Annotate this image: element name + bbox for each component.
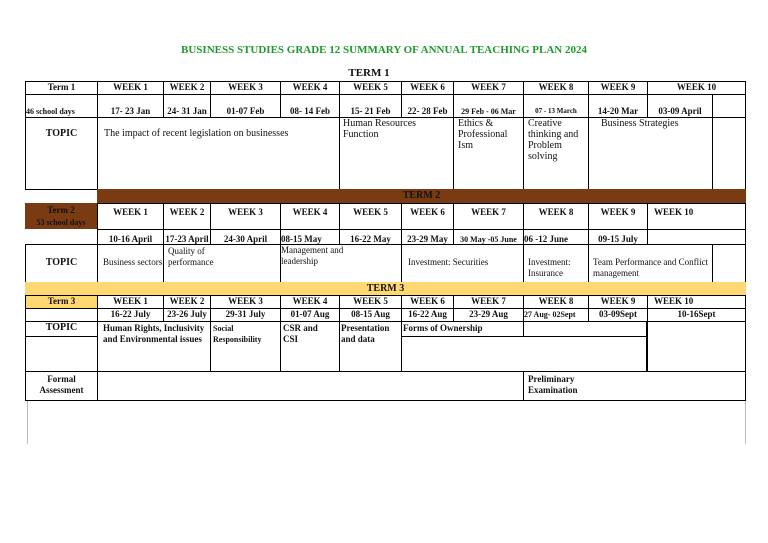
t2-topic-insurance: Investment: Insurance bbox=[523, 244, 589, 283]
t1-topic-strategies: Business Strategies bbox=[588, 117, 713, 190]
assessment-blank bbox=[97, 371, 524, 401]
t1-week-6: WEEK 6 bbox=[401, 81, 454, 95]
t3-date-3: 29-31 July bbox=[210, 308, 281, 322]
t3-topic-blank-89 bbox=[523, 321, 647, 337]
t1-date-10: 03-09 April bbox=[647, 94, 713, 118]
t3-topic-social: Social Responsibility bbox=[210, 321, 281, 372]
t3-topic-label-blank bbox=[25, 336, 98, 372]
t1-week-5: WEEK 5 bbox=[339, 81, 402, 95]
page-title: BUSINESS STUDIES GRADE 12 SUMMARY OF ANNUAL TEACHING PLAN 2024 bbox=[181, 44, 587, 56]
t3-week-1: WEEK 1 bbox=[97, 295, 164, 309]
term1-days: 46 school days bbox=[25, 94, 98, 118]
t3-topic-blank-wide bbox=[401, 336, 647, 372]
t1-date-2: 24- 31 Jan bbox=[163, 94, 211, 118]
term1-heading: TERM 1 bbox=[348, 67, 390, 79]
t1-extra-cell bbox=[712, 94, 746, 118]
t1-date-8: 07 - 13 March bbox=[523, 94, 589, 118]
term2-days: 53 school days bbox=[36, 218, 86, 227]
t2-week-1: WEEK 1 bbox=[97, 203, 164, 230]
t1-week-8: WEEK 8 bbox=[523, 81, 589, 95]
t1-week-3: WEEK 3 bbox=[210, 81, 281, 95]
term3-heading: TERM 3 bbox=[366, 283, 405, 294]
t1-week-10: WEEK 10 bbox=[647, 81, 746, 95]
t2-week-7: WEEK 7 bbox=[453, 203, 524, 230]
t3-week-9: WEEK 9 bbox=[588, 295, 648, 309]
t3-date-10: 10-16Sept bbox=[647, 308, 746, 322]
t1-date-4: 08- 14 Feb bbox=[280, 94, 340, 118]
t2-topic-management: Management and leadership bbox=[280, 244, 402, 283]
t3-date-4: 01-07 Aug bbox=[280, 308, 340, 322]
t3-topic-presentation: Presentation and data bbox=[339, 321, 402, 372]
t2-date-5: 16-22 May bbox=[339, 229, 402, 245]
t2-topic-sectors: Business sectors bbox=[97, 244, 164, 283]
term1-label: Term 1 bbox=[25, 81, 98, 95]
t2-date-2: 17-23 April bbox=[163, 229, 211, 245]
t1-week-4: WEEK 4 bbox=[280, 81, 340, 95]
t3-week-7: WEEK 7 bbox=[453, 295, 524, 309]
t2-date-1: 10-16 April bbox=[97, 229, 164, 245]
t3-week-10: WEEK 10 bbox=[647, 295, 746, 309]
t3-date-6: 16-22 Aug bbox=[401, 308, 454, 322]
t2-week-5: WEEK 5 bbox=[339, 203, 402, 230]
t2-week-10: WEEK 10 bbox=[647, 203, 746, 230]
t3-date-5: 08-15 Aug bbox=[339, 308, 402, 322]
t1-topic-label: TOPIC bbox=[25, 117, 98, 190]
t3-week-4: WEEK 4 bbox=[280, 295, 340, 309]
t3-topic-human-rights: Human Rights, Inclusivity and Environmental issues bbox=[97, 321, 211, 372]
t2-week-8: WEEK 8 bbox=[523, 203, 589, 230]
t2-week-3: WEEK 3 bbox=[210, 203, 281, 230]
page-edge-left bbox=[27, 401, 28, 444]
term2-label: Term 2 bbox=[47, 205, 75, 215]
t1-topic-creative: Creative thinking and Problem solving bbox=[523, 117, 589, 190]
t1-week-2: WEEK 2 bbox=[163, 81, 211, 95]
t1-topic-extra bbox=[712, 117, 746, 190]
term2-heading: TERM 2 bbox=[402, 190, 441, 201]
t2-week-9: WEEK 9 bbox=[588, 203, 648, 230]
t3-topic-label: TOPIC bbox=[25, 321, 98, 337]
t1-date-3: 01-07 Feb bbox=[210, 94, 281, 118]
t3-topic-csr: CSR and CSI bbox=[280, 321, 340, 372]
t2-week-6: WEEK 6 bbox=[401, 203, 454, 230]
t1-topic-ethics: Ethics & Professional Ism bbox=[453, 117, 524, 190]
t1-date-7: 29 Feb - 06 Mar bbox=[453, 94, 524, 118]
t1-week-1: WEEK 1 bbox=[97, 81, 164, 95]
assessment-preliminary: Preliminary Examination bbox=[523, 371, 746, 401]
t2-topic-label: TOPIC bbox=[25, 244, 98, 283]
t3-date-2: 23-26 July bbox=[163, 308, 211, 322]
t1-topic-hr: Human Resources Function bbox=[339, 117, 454, 190]
t3-week-5: WEEK 5 bbox=[339, 295, 402, 309]
t3-topic-ownership: Forms of Ownership bbox=[401, 321, 524, 337]
t2-topic-securities: Investment: Securities bbox=[401, 244, 524, 283]
t2-date-8: 06 -12 June bbox=[523, 229, 589, 245]
t1-week-7: WEEK 7 bbox=[453, 81, 524, 95]
t3-date-8: 27 Aug- 02Sept bbox=[523, 308, 589, 322]
t2-date-4: 08-15 May bbox=[280, 229, 340, 245]
page-edge-right bbox=[745, 401, 746, 444]
t2-date-10 bbox=[647, 229, 746, 245]
t2-date-6: 23-29 May bbox=[401, 229, 454, 245]
t2-date-9: 09-15 July bbox=[588, 229, 648, 245]
t2-week-2: WEEK 2 bbox=[163, 203, 211, 230]
term3-band bbox=[25, 282, 746, 295]
t2-topic-quality: Quality of performance bbox=[163, 244, 281, 283]
t3-date-1: 16-22 July bbox=[97, 308, 164, 322]
t3-week-6: WEEK 6 bbox=[401, 295, 454, 309]
assessment-label: Formal Assessment bbox=[25, 371, 98, 401]
term3-label: Term 3 bbox=[25, 295, 98, 309]
t3-date-9: 03-09Sept bbox=[588, 308, 648, 322]
t1-date-9: 14-20 Mar bbox=[588, 94, 648, 118]
t3-week-8: WEEK 8 bbox=[523, 295, 589, 309]
t3-date-7: 23-29 Aug bbox=[453, 308, 524, 322]
t1-topic-legislation: The impact of recent legislation on businesses bbox=[97, 117, 340, 190]
t2-date-7: 30 May -05 June bbox=[453, 229, 524, 245]
term2-band bbox=[97, 189, 746, 203]
t1-week-9: WEEK 9 bbox=[588, 81, 648, 95]
t3-date-blank bbox=[25, 308, 98, 322]
t2-topic-extra bbox=[712, 244, 746, 283]
t2-week-4: WEEK 4 bbox=[280, 203, 340, 230]
t1-date-5: 15- 21 Feb bbox=[339, 94, 402, 118]
t3-week-2: WEEK 2 bbox=[163, 295, 211, 309]
t2-date-3: 24-30 April bbox=[210, 229, 281, 245]
t2-topic-team: Team Performance and Conflict management bbox=[588, 244, 713, 283]
t3-week-3: WEEK 3 bbox=[210, 295, 281, 309]
t1-date-1: 17- 23 Jan bbox=[97, 94, 164, 118]
t3-topic-blank-10 bbox=[647, 321, 746, 372]
t1-date-6: 22- 28 Feb bbox=[401, 94, 454, 118]
